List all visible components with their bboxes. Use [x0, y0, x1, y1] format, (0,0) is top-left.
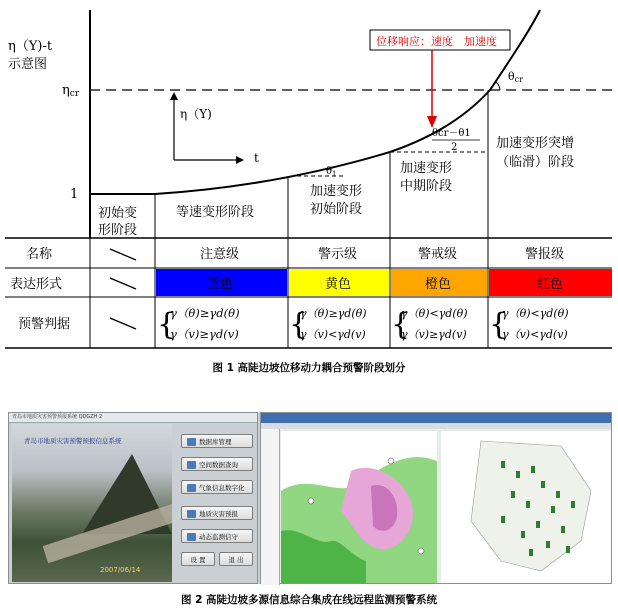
figure-2-screenshot [8, 412, 612, 584]
level-name-alert: 警戒级 [418, 247, 458, 262]
stage-accel-initial-1: 加速变形 [310, 184, 363, 199]
row-label-name: 名称 [26, 247, 53, 262]
inset-y-label: η（Y) [180, 107, 212, 121]
inset-x-arrow [236, 156, 244, 164]
gis-window [260, 412, 612, 584]
monitor-icon [187, 533, 196, 541]
hazard-map-view [281, 431, 437, 583]
btn-label-1: 空间数据查询 [199, 461, 238, 469]
brace-4: { [489, 307, 509, 342]
stage-accel-mid-1: 加速变形 [400, 161, 453, 176]
theta1-label: $\theta_1$ [326, 166, 337, 178]
slash-3 [110, 318, 136, 329]
database-icon [187, 438, 196, 446]
level-name-alarm: 警报级 [525, 247, 565, 262]
row-label-criteria: 预警判据 [18, 317, 71, 332]
level-name-warning: 警示级 [318, 247, 358, 262]
map-icon [187, 461, 196, 469]
gis-titlebar [261, 413, 611, 423]
stage-accel-initial-2: 初始阶段 [310, 202, 363, 217]
hazard-forecast-button[interactable] [181, 506, 253, 520]
btn-label-4: 动态监测信守 [199, 533, 238, 541]
brace-2: { [289, 307, 309, 342]
criteria-2-line-2: γ（v)<γd(v) [300, 328, 366, 341]
eta-cr-label: ηcr [62, 83, 80, 99]
photo-timestamp: 2007/06/14 [100, 566, 141, 574]
criteria-1-line-2: γ（v)≥γd(v) [170, 327, 239, 341]
y-axis-label-2: 示意图 [8, 57, 48, 72]
btn-label-3: 地质灾害预报 [199, 510, 238, 518]
hazard-map-graphic [281, 431, 437, 583]
stage-initial-2: 形阶段 [98, 223, 138, 238]
theta-diff-denominator: 2 [451, 142, 458, 153]
stage-sudden-2: （临滑）阶段 [496, 155, 575, 170]
btn-label-0: 数据库管理 [199, 438, 232, 446]
criteria-3-line-1: γ（θ)<γd(θ) [401, 307, 468, 320]
launcher-titlebar: 青岛市地质灾害预警预报系统 QDGZH 2 [9, 413, 257, 423]
stage-sudden-1: 加速变形突增 [496, 136, 575, 151]
color-label-blue: 蓝色 [207, 277, 234, 292]
theta-cr-label: θcr [508, 70, 523, 84]
inset-t-label: t [254, 151, 259, 165]
brace-1: { [157, 307, 177, 342]
theta-cr-arc [496, 82, 500, 90]
app-title: 青岛市地质灾害预警预报信息系统 [24, 437, 122, 445]
stage-constant: 等速变形阶段 [176, 205, 255, 220]
launcher-window [8, 412, 258, 584]
layer-tree-panel [261, 429, 280, 585]
spatial-query-button[interactable] [181, 457, 253, 471]
slash-1 [110, 249, 136, 260]
theta-diff-label: θcr－θ1 [432, 128, 471, 139]
weather-digitize-button[interactable] [181, 480, 253, 494]
btn-label-2: 气象信息数字化 [199, 484, 245, 492]
one-label: 1 [70, 187, 79, 202]
settings-button[interactable]: 设 置 [181, 552, 215, 566]
exit-button[interactable]: 退 出 [219, 552, 253, 566]
figure-2-caption: 图 2 高陡边坡多源信息综合集成在线远程监测预警系统 [180, 594, 438, 606]
brace-3: { [391, 307, 411, 342]
stage-accel-mid-2: 中期阶段 [400, 179, 453, 194]
landscape-photo [12, 424, 172, 582]
color-label-orange: 橙色 [425, 277, 452, 292]
criteria-3-line-2: γ（v)≥γd(v) [401, 328, 467, 341]
slash-2 [110, 278, 136, 289]
row-label-form: 表达形式 [10, 277, 63, 292]
criteria-4-line-2: γ（v)<γd(v) [502, 328, 568, 341]
criteria-2-line-1: γ（θ)≥γd(θ) [300, 307, 367, 320]
monitoring-map-view [441, 431, 611, 583]
database-management-button[interactable] [181, 434, 253, 448]
criteria-4-line-1: γ（θ)<γd(θ) [502, 307, 569, 320]
stage-initial-1: 初始变 [98, 206, 138, 221]
annotation-arrow-head [427, 116, 437, 128]
color-label-yellow: 黄色 [325, 277, 352, 292]
inset-y-arrow [170, 92, 178, 100]
gis-toolbar [261, 423, 611, 429]
weather-icon [187, 484, 196, 492]
y-axis-label: η（Y)-t [8, 39, 53, 54]
color-label-red: 红色 [537, 277, 564, 292]
dynamic-monitor-button[interactable] [181, 529, 253, 543]
monitoring-map-graphic [441, 431, 611, 583]
level-name-attention: 注意级 [200, 247, 240, 262]
criteria-1-line-1: γ（θ)≥γd(θ) [170, 306, 240, 320]
figure-1-caption: 图 1 高陡边坡位移动力耦合预警阶段划分 [212, 362, 406, 374]
forecast-icon [187, 510, 196, 518]
annotation-text: 位移响应：速度 加速度 [376, 35, 497, 48]
